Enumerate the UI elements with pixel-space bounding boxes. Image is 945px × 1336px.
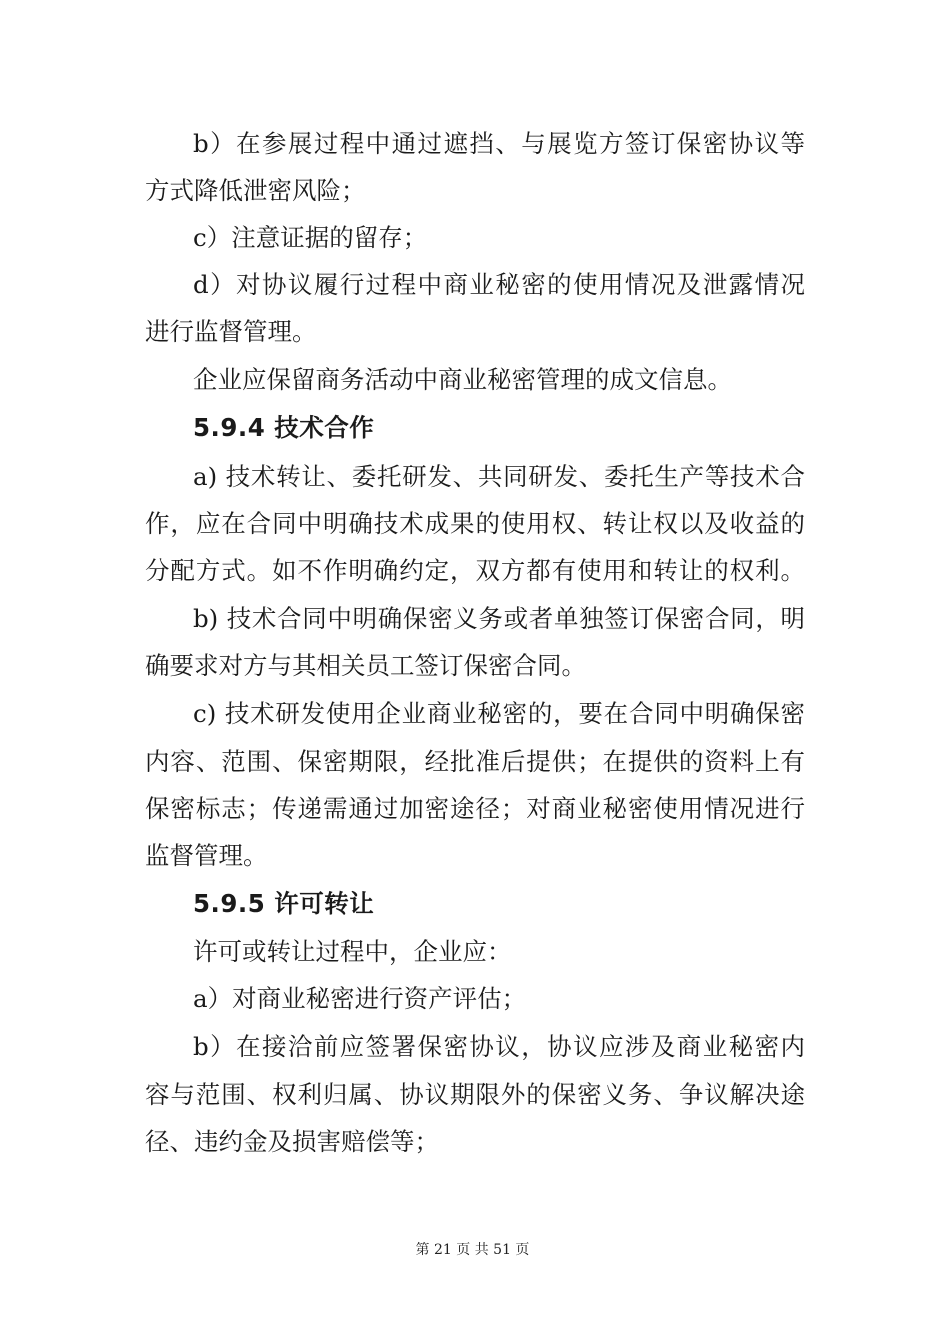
paragraph-line: 许可或转让过程中，企业应： [193,937,512,966]
paragraph-line: a）对商业秘密进行资产评估； [193,984,527,1013]
paragraph-line: b）在参展过程中通过遮挡、与展览方签订保密协议等 [193,129,805,158]
paragraph-line: 监督管理。 [145,841,268,870]
paragraph-line: 方式降低泄密风险； [145,176,366,205]
paragraph-line: c）注意证据的留存； [193,223,428,252]
section-heading-5-9-5: 5.9.5 许可转让 [193,889,375,918]
paragraph-line: d）对协议履行过程中商业秘密的使用情况及泄露情况 [193,270,805,299]
paragraph-line: 径、违约金及损害赔偿等； [145,1127,439,1156]
paragraph-line: 作，应在合同中明确技术成果的使用权、转让权以及收益的 [145,509,805,538]
paragraph-line: 确要求对方与其相关员工签订保密合同。 [145,651,586,680]
paragraph-line: a) 技术转让、委托研发、共同研发、委托生产等技术合 [193,462,805,491]
section-heading-5-9-4: 5.9.4 技术合作 [193,413,375,442]
paragraph-line: 企业应保留商务活动中商业秘密管理的成文信息。 [193,365,732,394]
paragraph-line: b) 技术合同中明确保密义务或者单独签订保密合同，明 [193,604,805,633]
paragraph-line: 分配方式。如不作明确约定，双方都有使用和转让的权利。 [145,556,805,585]
paragraph-line: 进行监督管理。 [145,317,317,346]
page-number: 第 21 页 共 51 页 [415,1242,530,1258]
paragraph-line: 内容、范围、保密期限，经批准后提供；在提供的资料上有 [145,747,805,776]
paragraph-line: 容与范围、权利归属、协议期限外的保密义务、争议解决途 [145,1080,805,1109]
paragraph-line: c) 技术研发使用企业商业秘密的，要在合同中明确保密 [193,699,805,728]
paragraph-line: 保密标志；传递需通过加密途径；对商业秘密使用情况进行 [145,794,805,823]
paragraph-line: b）在接洽前应签署保密协议，协议应涉及商业秘密内 [193,1032,805,1061]
